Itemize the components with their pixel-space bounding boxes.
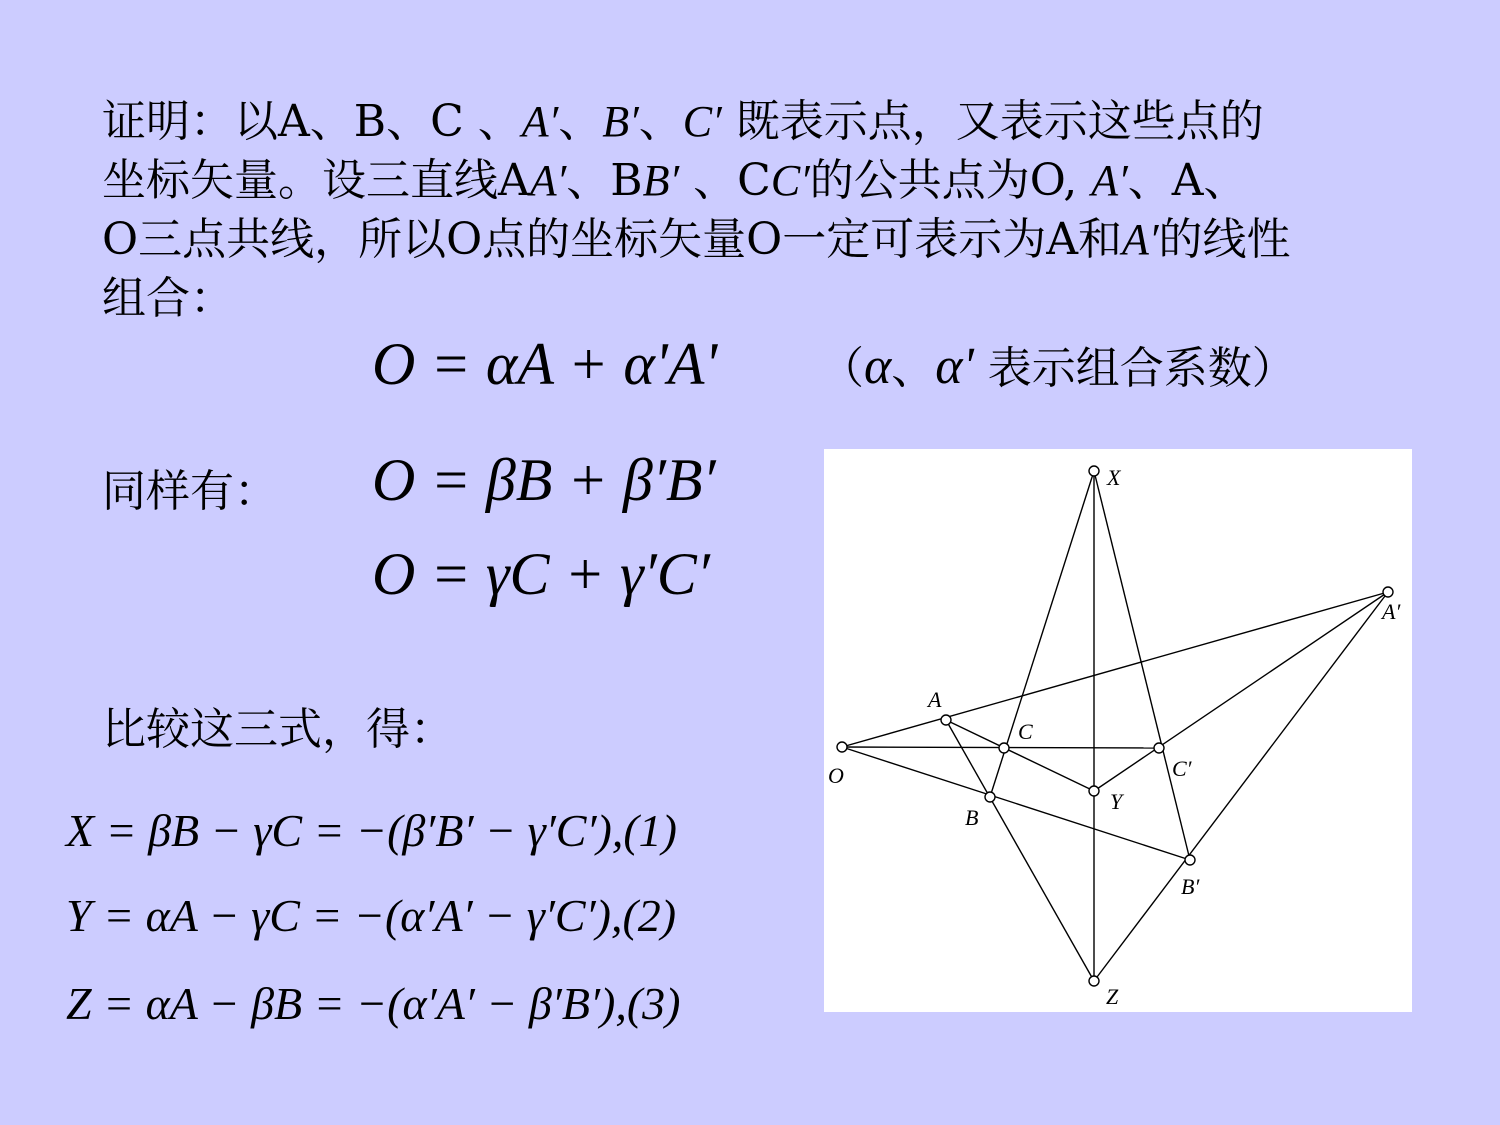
point-a [941, 715, 951, 725]
math-a-prime: A′ [521, 97, 559, 146]
label-c-prime: C′ [1172, 756, 1192, 781]
compare-label: 比较这三式，得： [102, 704, 454, 755]
point-x [1089, 466, 1099, 476]
proof-line-1 [102, 92, 1462, 151]
proof-paragraph [102, 92, 1462, 328]
math-a-prime: A′ [1122, 215, 1159, 264]
point-o [837, 742, 847, 752]
label-z: Z [1106, 984, 1119, 1009]
label-y: Y [1110, 789, 1123, 814]
equation-beta [372, 446, 716, 515]
math-b-prime: B′ [642, 156, 680, 205]
label-o: O [828, 763, 844, 788]
line-aprime-y [1094, 592, 1388, 791]
text-span: 坐标矢量。设三直线A [102, 155, 530, 206]
alpha-note [820, 332, 1296, 396]
proof-line-4: 组合： [102, 273, 234, 324]
proof-line-2 [102, 151, 1462, 210]
point-c [999, 743, 1009, 753]
math-c-prime: C′ [682, 97, 722, 146]
proof-line-3 [102, 210, 1462, 269]
result-3-text: Z = αA − βB = −(α′A′ − β′B′),(3) [66, 978, 681, 1029]
result-1 [66, 804, 677, 857]
alpha-symbol: α [864, 338, 892, 395]
label-c: C [1018, 719, 1033, 744]
text-span: 、 [638, 96, 683, 147]
note-text: 表示组合系数） [987, 343, 1296, 394]
label-x: X [1107, 465, 1121, 490]
geometry-diagram [824, 449, 1412, 1012]
text-span: 、B [566, 155, 643, 206]
alpha-prime-symbol: α' [935, 338, 974, 395]
text-span: 、 [558, 96, 603, 147]
label-a-prime: A′ [1382, 599, 1401, 624]
point-y [1089, 786, 1099, 796]
equation-alpha-text: O = αA + α'A' [372, 331, 718, 397]
math-b-prime: B′ [602, 97, 639, 146]
text-span: 既表示点，又表示这些点的 [721, 96, 1264, 147]
result-3 [66, 977, 681, 1030]
label-a: A [928, 687, 942, 712]
point-b [985, 792, 995, 802]
diagram-labels [828, 465, 1401, 1009]
point-z [1089, 976, 1099, 986]
line-o-aprime [842, 592, 1388, 747]
paren-open: （ [820, 343, 864, 394]
label-b-prime: B′ [1181, 874, 1200, 899]
point-b-prime [1185, 855, 1195, 865]
point-c-prime [1154, 743, 1164, 753]
text-span: 、C [679, 155, 771, 206]
text-span: 、A、 [1127, 155, 1248, 206]
text-span: 证明：以A、B、C 、 [102, 96, 522, 147]
result-1-text: X = βB − γC = −(β′B′ − γ′C′),(1) [66, 805, 677, 856]
diagram-points [837, 466, 1393, 986]
equation-gamma-text: O = γC + γ′C′ [372, 541, 710, 607]
equation-alpha [372, 330, 717, 399]
line-a-z [946, 720, 1094, 981]
text-span: 的线性 [1158, 214, 1291, 265]
text-span: 的公共点为O, [809, 155, 1092, 206]
result-2-text: Y = αA − γC = −(α′A′ − γ′C′),(2) [66, 890, 677, 941]
diagram-svg [824, 449, 1412, 1012]
equation-gamma [372, 540, 710, 609]
equation-beta-text: O = βB + β′B′ [372, 447, 716, 513]
result-2 [66, 889, 676, 942]
same-label: 同样有： [102, 466, 278, 517]
separator: 、 [891, 343, 936, 394]
math-c-prime: C′ [770, 156, 810, 205]
math-a-prime: A′ [1091, 156, 1128, 205]
diagram-lines [842, 471, 1388, 981]
math-a-prime: A′ [529, 156, 567, 205]
label-b: B [965, 805, 979, 830]
line-x-bprime [1094, 471, 1190, 860]
point-a-prime [1383, 587, 1393, 597]
text-span: O三点共线，所以O点的坐标矢量O一定可表示为A和 [102, 214, 1122, 265]
